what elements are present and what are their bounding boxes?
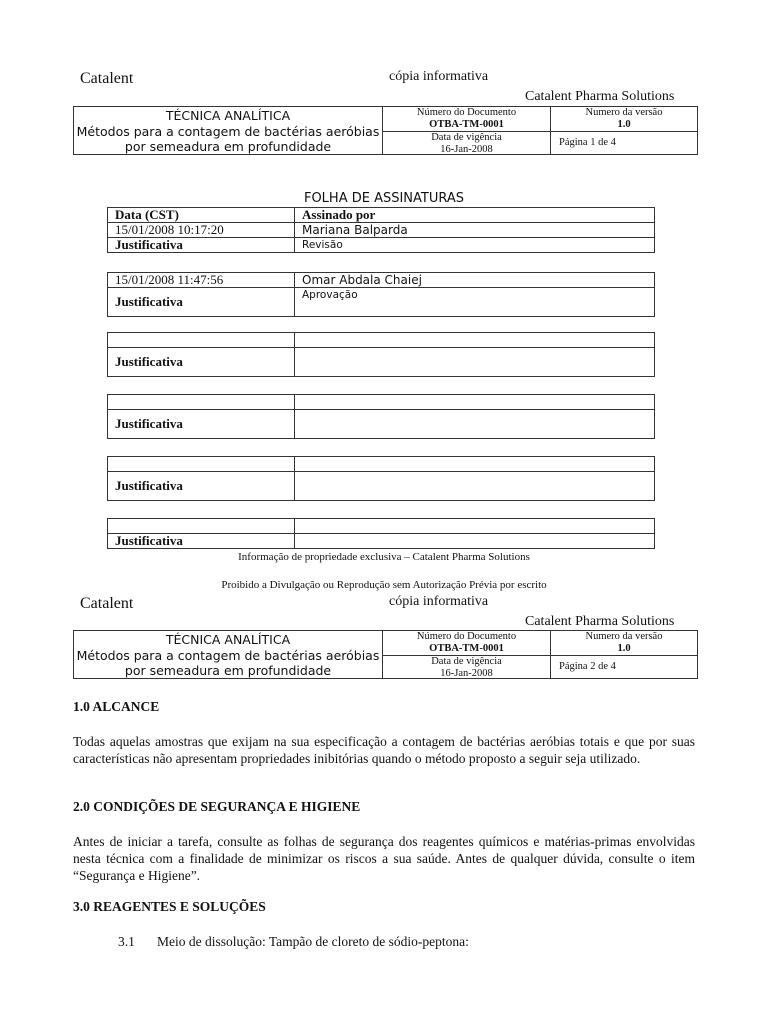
signature-table-3 [107, 332, 655, 377]
justification-label: Justificativa [108, 288, 295, 317]
justification-value: Aprovação [295, 288, 655, 317]
company-name: Catalent Pharma Solutions [525, 89, 675, 104]
version-label: Numero da versão [585, 631, 663, 642]
date-header: Data (CST) [108, 208, 295, 223]
company-name: Catalent Pharma Solutions [525, 614, 675, 629]
effective-date-value: 16-Jan-2008 [440, 143, 493, 155]
header-subtitle-line2: por semeadura em profundidade [124, 139, 332, 154]
justification-label: Justificativa [108, 534, 295, 549]
header-title: TÉCNICA ANALÍTICA [165, 108, 291, 123]
signature-table-5 [107, 456, 655, 501]
justification-label: Justificativa [108, 472, 295, 501]
signature-table-4 [107, 394, 655, 439]
empty-justification-cell [295, 410, 655, 439]
company-logo-text: Catalent [80, 595, 134, 612]
list-item-number: 3.1 [118, 934, 135, 949]
header-subtitle-line1: Métodos para a contagem de bactérias aeróbias [76, 123, 380, 139]
header-title-block [74, 631, 383, 678]
signer-header: Assinado por [295, 208, 655, 223]
version-value: 1.0 [617, 118, 631, 130]
effective-date-label: Data de vigência [431, 656, 502, 667]
signature-table-6 [107, 518, 655, 549]
doc-number-value: OTBA-TM-0001 [429, 118, 504, 130]
empty-date-cell [108, 519, 295, 534]
signature-table-1 [107, 207, 655, 253]
doc-number-label: Número do Documento [416, 107, 517, 118]
empty-justification-cell [295, 348, 655, 377]
version-cell [551, 631, 697, 656]
justification-label: Justificativa [108, 410, 295, 439]
signer-name: Mariana Balparda [295, 223, 655, 238]
doc-number-cell [383, 631, 551, 656]
section-title-scope: 1.0 ALCANCE [73, 699, 160, 714]
signature-sheet-title: FOLHA DE ASSINATURAS [303, 191, 465, 206]
doc-number-value: OTBA-TM-0001 [429, 642, 504, 654]
version-label: Numero da versão [585, 107, 663, 118]
empty-justification-cell [295, 534, 655, 549]
section-title-safety: 2.0 CONDIÇÕES DE SEGURANÇA E HIGIENE [73, 799, 361, 814]
empty-date-cell [108, 395, 295, 410]
header-subtitle-line2: por semeadura em profundidade [124, 663, 332, 678]
empty-signer-cell [295, 395, 655, 410]
footer-proprietary-notice: Informação de propriedade exclusiva – Catalent Pharma Solutions [238, 551, 530, 563]
company-logo-text: Catalent [80, 70, 134, 87]
signature-table-2 [107, 272, 655, 317]
section-text-safety: Antes de iniciar a tarefa, consulte as folhas de segurança dos reagentes químicos e matérias-primas envolvidas nesta técnica com a finalidade de minimizar os riscos a sua saúde. Antes de qualquer dúvida, consulte o item “Segurança e Higiene”. [73, 834, 695, 883]
doc-number-label: Número do Documento [416, 631, 517, 642]
empty-justification-cell [295, 472, 655, 501]
signature-date: 15/01/2008 11:47:56 [108, 273, 295, 288]
list-item-text: Meio de dissolução: Tampão de cloreto de sódio-peptona: [157, 934, 469, 949]
doc-number-cell [383, 107, 551, 132]
empty-signer-cell [295, 333, 655, 348]
empty-date-cell [108, 457, 295, 472]
justification-value: Revisão [295, 238, 655, 253]
effective-date-cell [383, 132, 551, 154]
footer-reproduction-notice: Proibido a Divulgação ou Reprodução sem Autorização Prévia por escrito [221, 579, 547, 591]
version-cell [551, 107, 697, 132]
section-title-reagents: 3.0 REAGENTES E SOLUÇÕES [73, 899, 266, 914]
justification-label: Justificativa [108, 348, 295, 377]
page-number: Página 1 de 4 [559, 137, 616, 148]
document-header-table [73, 630, 698, 679]
document-header-table [73, 106, 698, 155]
justification-label: Justificativa [108, 238, 295, 253]
header-title-block [74, 107, 383, 154]
watermark-text: cópia informativa [389, 594, 489, 609]
effective-date-cell [383, 656, 551, 678]
signature-date: 15/01/2008 10:17:20 [108, 223, 295, 238]
header-subtitle-line1: Métodos para a contagem de bactérias aeróbias [76, 647, 380, 663]
header-title: TÉCNICA ANALÍTICA [165, 632, 291, 647]
effective-date-value: 16-Jan-2008 [440, 667, 493, 679]
effective-date-label: Data de vigência [431, 132, 502, 143]
section-text-scope: Todas aquelas amostras que exijam na sua especificação a contagem de bactérias aeróbias totais e que por suas características não apresentam propriedades inibitórias quando o método proposto a seguir seja utilizado. [73, 734, 695, 766]
page-number: Página 2 de 4 [559, 661, 616, 672]
empty-date-cell [108, 333, 295, 348]
version-value: 1.0 [617, 642, 631, 654]
empty-signer-cell [295, 519, 655, 534]
watermark-text: cópia informativa [389, 69, 489, 84]
empty-signer-cell [295, 457, 655, 472]
signer-name: Omar Abdala Chaiej [295, 273, 655, 288]
